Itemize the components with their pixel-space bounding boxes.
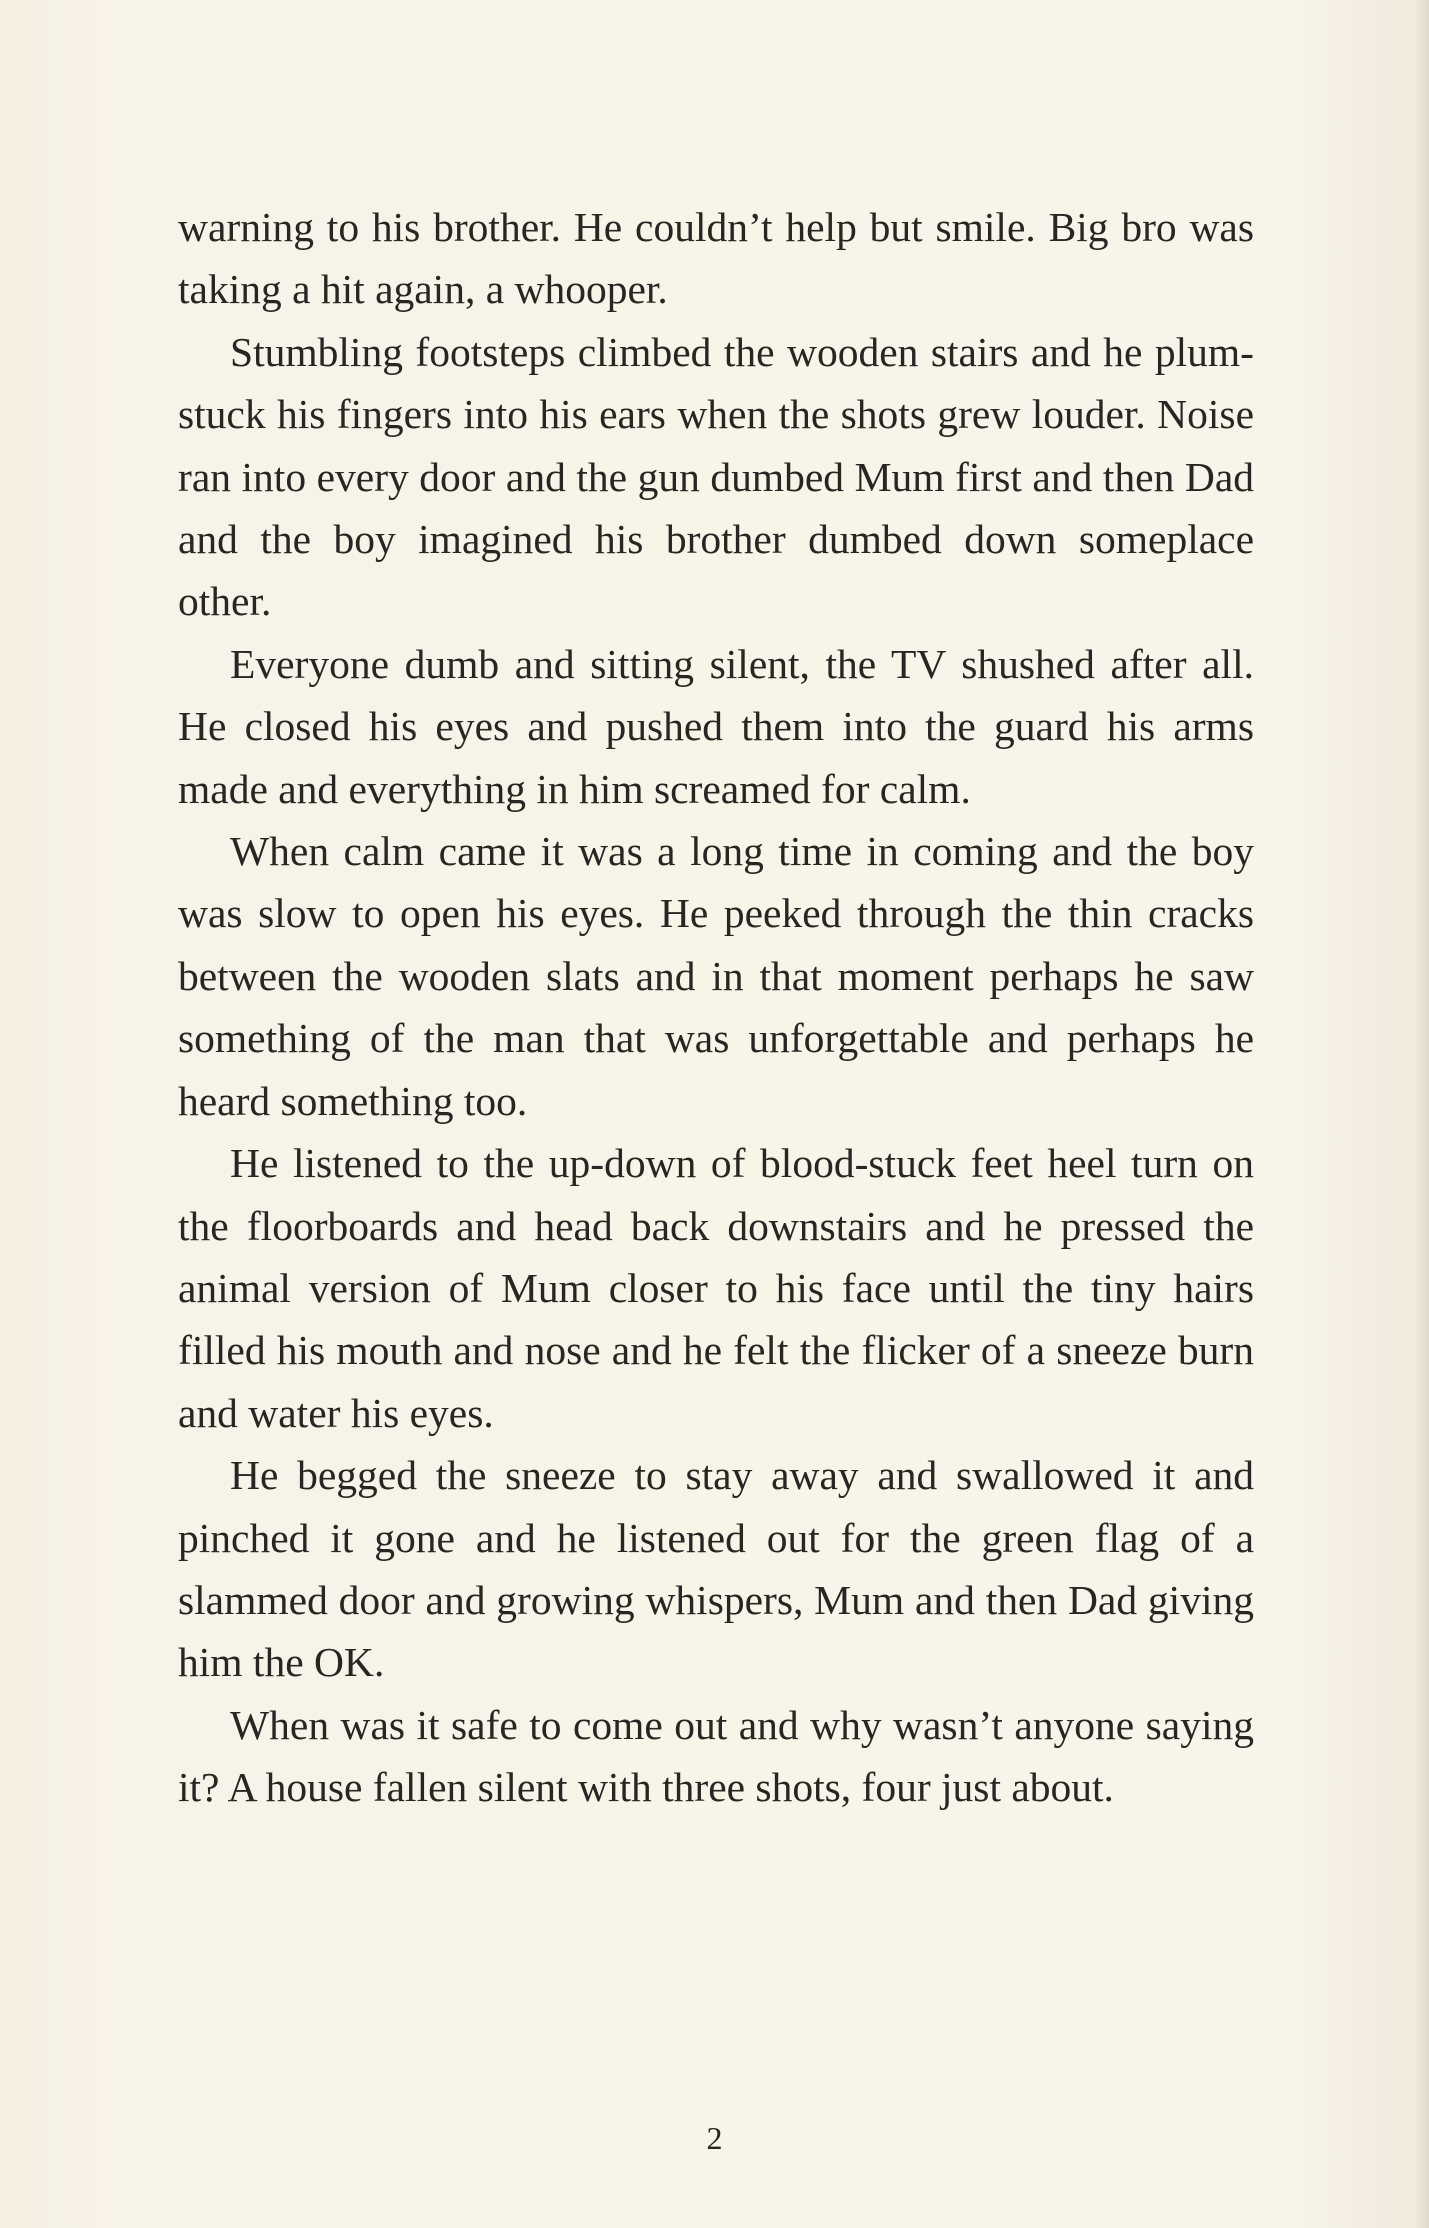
paragraph-6: He begged the sneeze to stay away and swallowed it and pinched it gone and he listened out for the green flag of a slammed door and growing whispers, Mum and then Dad giving him the OK. bbox=[178, 1452, 1254, 1686]
paragraph-4: When calm came it was a long time in coming and the boy was slow to open his eyes. He peeked through the thin cracks between the wooden slats and in that moment perhaps he saw something of the man that was unforgettable and perhaps he heard something too. bbox=[178, 828, 1254, 1124]
paragraph-2: Stumbling footsteps climbed the wooden stairs and he plum-stuck his fingers into his ears when the shots grew louder. Noise ran into every door and the gun dumbed Mum first and then Dad and the boy imagined his brother dumbed down someplace other. bbox=[178, 328, 1254, 625]
page-number: 2 bbox=[706, 2120, 723, 2156]
page-edge-shadow bbox=[1415, 0, 1429, 2228]
paragraph-1: warning to his brother. He couldn’t help but smile. Big bro was taking a hit again, a whooper. bbox=[178, 204, 1254, 313]
paragraph-3: Everyone dumb and sitting silent, the TV shushed after all. He closed his eyes and pushed them into the guard his arms made and everything in him screamed for calm. bbox=[178, 640, 1254, 812]
body-text bbox=[178, 196, 1254, 1819]
paragraph-7: When was it safe to come out and why wasn’t anyone saying it? A house fallen silent with three shots, four just about. bbox=[178, 1701, 1254, 1811]
paragraph-5: He listened to the up-down of blood-stuck feet heel turn on the floorboards and head back downstairs and he pressed the animal version of Mum closer to his face until the tiny hairs filled his mouth and nose and he felt the flicker of a sneeze burn and water his eyes. bbox=[178, 1140, 1254, 1436]
